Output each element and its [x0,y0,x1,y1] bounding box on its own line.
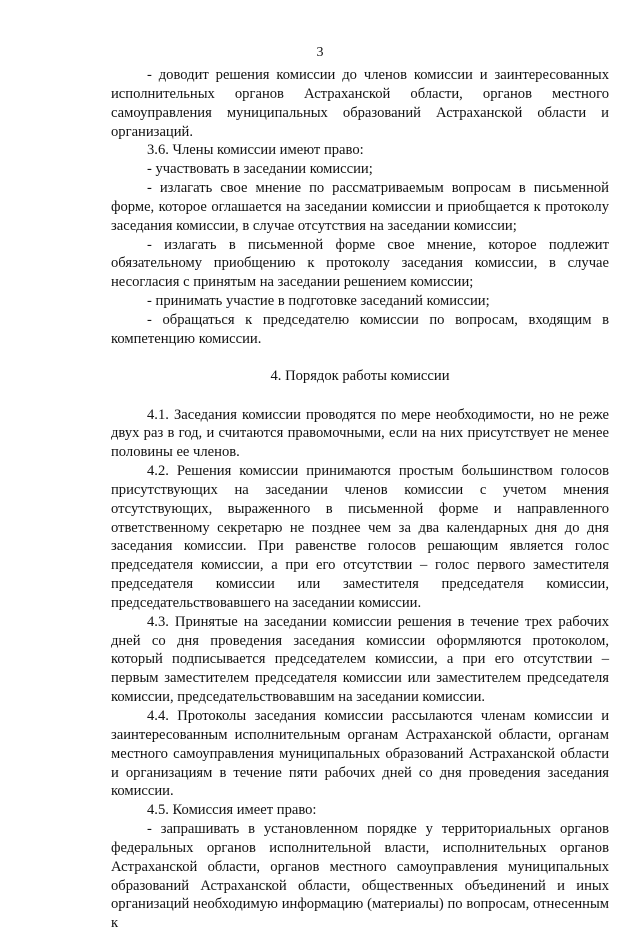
paragraph: - излагать в письменной форме свое мнение, которое подлежит обязательному приобщению к протоколу заседания комиссии, в случае несогласия с принятым на заседании решением комиссии; [111,236,609,291]
paragraph: - запрашивать в установленном порядке у территориальных органов федеральных органов исполнительной власти, исполнительных органов Астраханской области, органов местного самоуправления муниципальных образований Астраханской области, общественных объединений и иных организаций необходимую информацию (материалы) по вопросам, отнесенным к [111,821,609,932]
paragraph: 4.1. Заседания комиссии проводятся по мере необходимости, но не реже двух раз в год, и считаются правомочными, если на них присутствует не менее половины ее членов. [111,406,609,461]
document-body [111,66,609,933]
paragraph: 4.2. Решения комиссии принимаются простым большинством голосов присутствующих на заседании членов комиссии с учетом мнения отсутствующих, выраженного в письменной форме и направленного ответственному секретарю не позднее чем за два календарных дня до дня заседания комиссии. При равенстве голосов решающим является голос председателя комиссии, а при его отсутствии – голос первого заместителя председателя комиссии или заместителя председателя комиссии, председательствовавшего на заседании комиссии. [111,463,609,611]
paragraph: 4.5. Комиссия имеет право: [147,802,317,819]
paragraph: - излагать свое мнение по рассматриваемым вопросам в письменной форме, которое оглашается на заседании комиссии и приобщается к протоколу заседания комиссии, в случае отсутствия на заседании комиссии; [111,180,609,234]
paragraph: 3.6. Члены комиссии имеют право: [147,142,364,159]
paragraph: - обращаться к председателю комиссии по вопросам, входящим в компетенцию комиссии. [111,311,609,347]
paragraph: 4.3. Принятые на заседании комиссии решения в течение трех рабочих дней со дня проведения заседания комиссии оформляются протоколом, который подписывается председателем комиссии, а при его отсутствии – первым заместителем председателя комиссии или заместителем председателя комиссии, председательствовавшим на заседании комиссии. [111,613,609,706]
paragraph: - участвовать в заседании комиссии; [147,161,373,178]
paragraph: - доводит решения комиссии до членов комиссии и заинтересованных исполнительных органов Астраханской области, органов местного самоуправления муниципальных образований Астраханской области и организаций. [111,67,609,140]
section-heading: 4. Порядок работы комиссии [270,367,450,384]
paragraph: - принимать участие в подготовке заседаний комиссии; [147,293,490,310]
page-number: 3 [316,45,324,60]
paragraph: 4.4. Протоколы заседания комиссии рассылаются членам комиссии и заинтересованным исполнительным органам Астраханской области, органам местного самоуправления муниципальных образований Астраханской области и организациям в течение пяти рабочих дней со дня проведения заседания комиссии. [111,708,609,800]
